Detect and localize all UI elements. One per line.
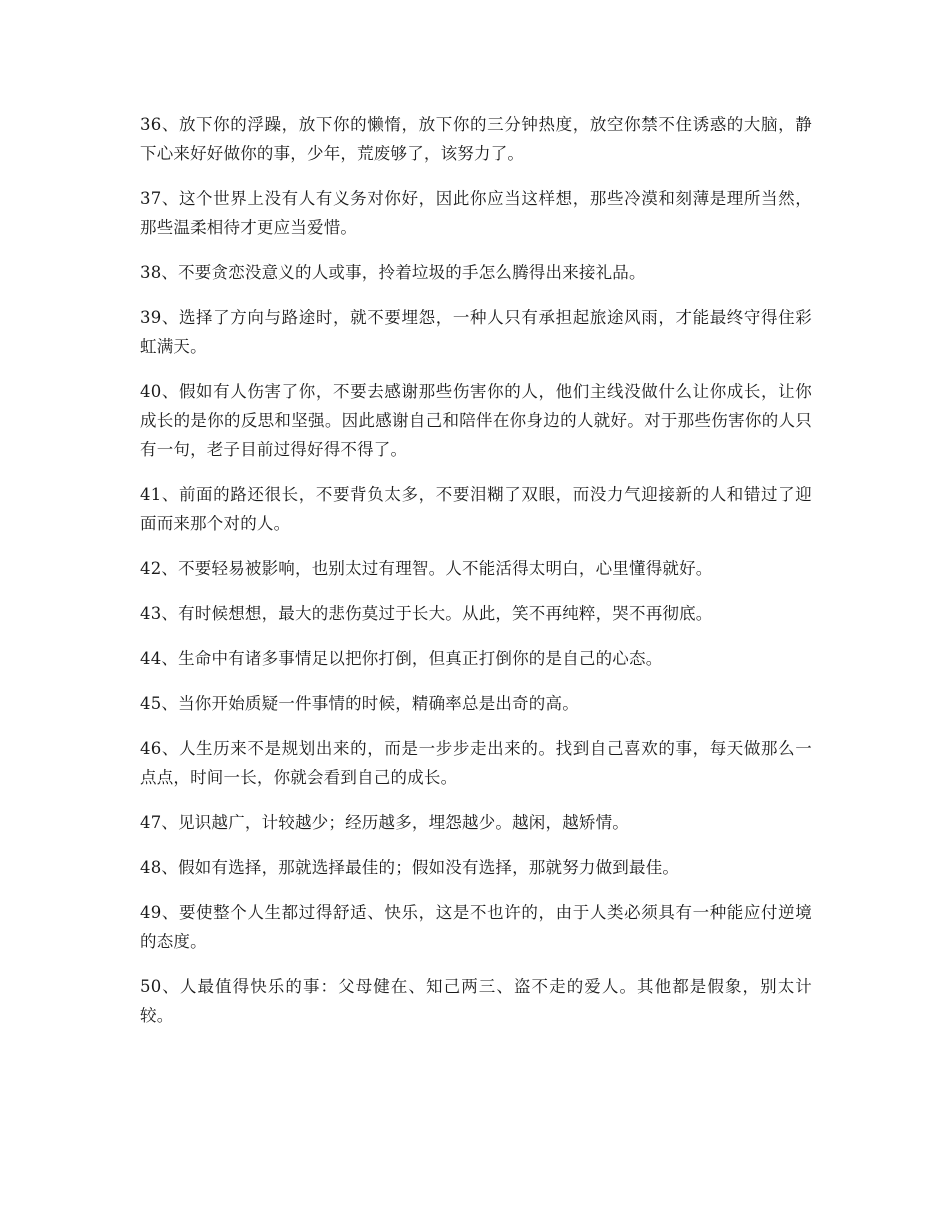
paragraph-41: 41、前面的路还很长，不要背负太多，不要泪糊了双眼，而没力气迎接新的人和错过了迎面而来那个对的人。: [140, 485, 812, 533]
paragraph-42: 42、不要轻易被影响，也别太过有理智。人不能活得太明白，心里懂得就好。: [140, 559, 713, 578]
paragraph-45: 45、当你开始质疑一件事情的时候，精确率总是出奇的高。: [140, 694, 579, 713]
paragraph-48: 48、假如有选择，那就选择最佳的；假如没有选择，那就努力做到最佳。: [140, 858, 680, 877]
paragraph-47: 47、见识越广，计较越少；经历越多，埋怨越少。越闲，越矫情。: [140, 813, 629, 832]
paragraph-50: 50、人最值得快乐的事：父母健在、知己两三、盗不走的爱人。其他都是假象，别太计较。: [140, 977, 812, 1025]
paragraph-38: 38、不要贪恋没意义的人或事，拎着垃圾的手怎么腾得出来接礼品。: [140, 263, 646, 282]
paragraph-40: 40、假如有人伤害了你，不要去感谢那些伤害你的人，他们主线没做什么让你成长，让你成长的是你的反思和坚强。因此感谢自己和陪伴在你身边的人就好。对于那些伤害你的人只有一句，老子目前过得好得不得了。: [140, 382, 812, 459]
paragraph-46: 46、人生历来不是规划出来的，而是一步步走出来的。找到自己喜欢的事，每天做那么一点点，时间一长，你就会看到自己的成长。: [140, 739, 812, 787]
paragraph-37: 37、这个世界上没有人有义务对你好，因此你应当这样想，那些冷漠和刻薄是理所当然，那些温柔相待才更应当爱惜。: [140, 189, 812, 237]
paragraph-43: 43、有时候想想，最大的悲伤莫过于长大。从此，笑不再纯粹，哭不再彻底。: [140, 604, 713, 623]
paragraph-44: 44、生命中有诸多事情足以把你打倒，但真正打倒你的是自己的心态。: [140, 649, 663, 668]
document-body: [140, 110, 812, 1046]
paragraph-36: 36、放下你的浮躁，放下你的懒惰，放下你的三分钟热度，放空你禁不住诱惑的大脑，静下心来好好做你的事，少年，荒废够了，该努力了。: [140, 115, 812, 163]
paragraph-39: 39、选择了方向与路途时，就不要埋怨，一种人只有承担起旅途风雨，才能最终守得住彩虹满天。: [140, 308, 812, 356]
paragraph-49: 49、要使整个人生都过得舒适、快乐，这是不也许的，由于人类必须具有一种能应付逆境的态度。: [140, 903, 812, 951]
